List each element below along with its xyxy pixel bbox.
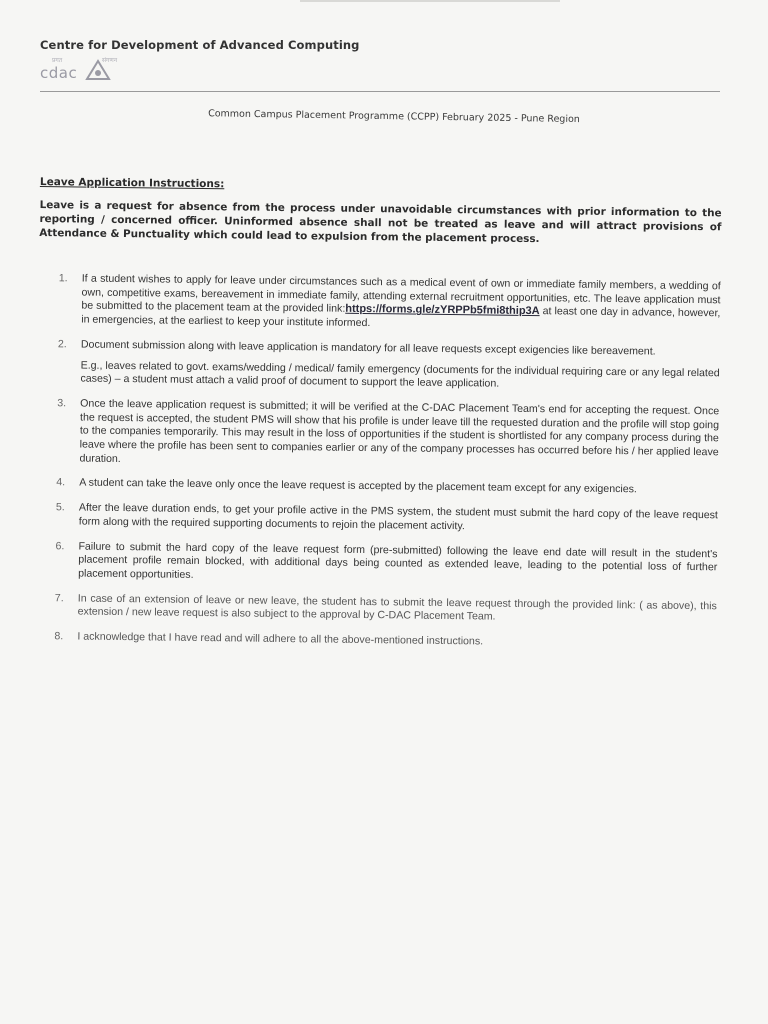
instruction-item-4 — [36, 476, 718, 498]
instruction-item-6 — [35, 540, 717, 589]
item-number: 8. — [54, 630, 64, 643]
item-number: 6. — [55, 539, 65, 552]
item-example: E.g., leaves related to govt. exams/wedding / medical/ family emergency (documents for the individual requiring care or any legal related cases) – a student must attach a valid proof of document to support the leave application. — [80, 359, 720, 390]
instruction-item-7 — [35, 592, 717, 628]
logo-wordmark: cdac — [40, 64, 78, 82]
logo-hindi-right: संगणन — [102, 57, 118, 64]
letterhead — [40, 38, 720, 86]
item-text: Once the leave application request is submitted; it will be verified at the C-DAC Placement Team's end for accepting the request. Once the request is accepted, the student PMS will show that his profile is under leave till the requested duration and the profile will stop going to the companies temporarily. This may result in the loss of opportunities if the student is shortlisted for any company process during the leave where the profile has been sent to companies earlier or any of the company processes has occurred before his / her applied leave duration. — [79, 397, 720, 465]
item-number: 7. — [54, 591, 64, 604]
instruction-item-1 — [38, 272, 721, 335]
item-text: I acknowledge that I have read and will adhere to all the above-mentioned instructions. — [77, 630, 484, 648]
item-text: After the leave duration ends, to get your profile active in the PMS system, the student must submit the hard copy of the leave request form along with the required supporting documents to rejoin the placement activity. — [78, 501, 718, 533]
programme-title: Common Campus Placement Programme (CCPP) February 2025 - Pune Region — [208, 108, 580, 126]
organization-name: Centre for Development of Advanced Computing — [40, 38, 360, 52]
intro-paragraph: Leave is a request for absence from the process under unavoidable circumstances with prior information to the reporting / concerned officer. Uninformed absence shall not be treated as leave and will attract provisions of Attendance & Punctuality which could lead to expulsion from the placement process. — [39, 198, 722, 246]
item-number: 5. — [55, 501, 65, 514]
instruction-list — [34, 272, 720, 652]
item-text-continued: at least one day in advance, however, in emergencies, at the earliest to keep your institute informed. — [81, 305, 721, 330]
instruction-item-2 — [37, 338, 720, 394]
item-text: A student can take the leave only once the leave request is accepted by the placement team except for any exigencies. — [79, 476, 637, 496]
item-text: If a student wishes to apply for leave under circumstances such as a medical event of own or immediate family members, a wedding of own, competitive exams, bereavement in immediate family, attending external recruitment opportunities, etc. The leave application must be submitted to the placement team at the provided link: — [81, 272, 721, 316]
cdac-logo — [40, 58, 180, 86]
scan-edge — [300, 0, 560, 2]
instruction-item-8 — [34, 630, 716, 652]
item-number: 4. — [56, 476, 66, 489]
item-number: 3. — [57, 397, 67, 410]
header-divider — [40, 91, 720, 92]
item-text: In case of an extension of leave or new leave, the student has to submit the leave request through the provided link: ( as above), this extension / new leave request is also subject to the approval by C-DAC Placement Team. — [77, 592, 717, 623]
item-number: 1. — [58, 272, 68, 285]
instruction-item-5 — [36, 501, 718, 537]
leave-form-link[interactable]: https://forms.gle/zYRPPb5fmi8thip3A — [345, 303, 540, 318]
item-text: Failure to submit the hard copy of the leave request form (pre-submitted) following the leave end date will result in the student's placement profile remain blocked, with additional days being counted as extended leave, leading to the potential loss of further placement opportunities. — [78, 540, 718, 581]
logo-hindi-left: प्रगत — [52, 57, 63, 64]
instructions-body — [34, 176, 722, 663]
section-title: Leave Application Instructions: — [39, 176, 225, 191]
instruction-item-3 — [36, 397, 719, 474]
logo-mark-icon — [84, 58, 112, 82]
item-number: 2. — [57, 338, 67, 351]
item-text: Document submission along with leave application is mandatory for all leave requests except exigencies like bereavement. — [80, 338, 656, 358]
